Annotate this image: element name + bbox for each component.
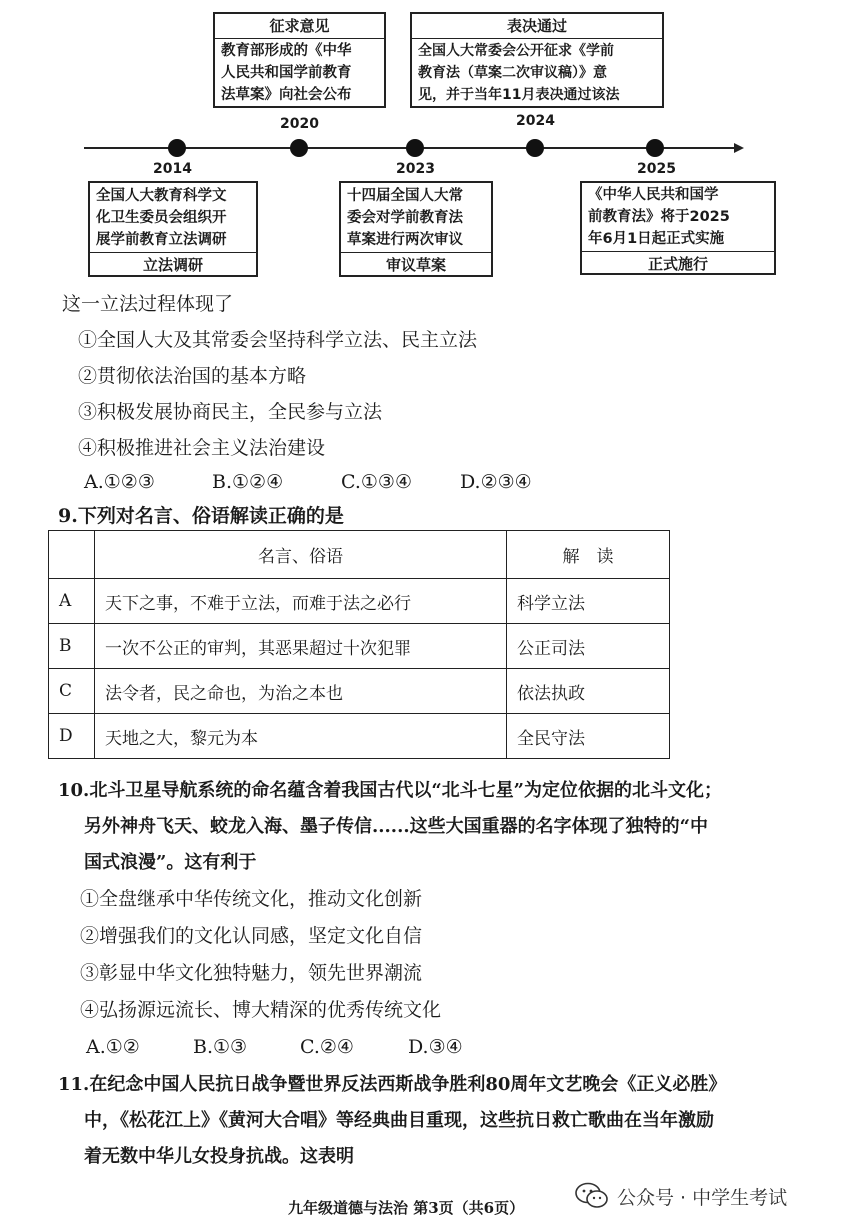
stage-description [90, 183, 256, 252]
text-line: 草案进行两次审议 [347, 232, 463, 248]
stage-box-formal-implementation [580, 181, 776, 275]
stage-title: 审议草案 [341, 252, 491, 277]
q10-choice-c[interactable]: C.②④ [300, 1036, 354, 1058]
quote-cell: 一次不公正的审判，其恶果超过十次犯罪 [95, 624, 507, 669]
stage-title: 征求意见 [215, 14, 384, 39]
stage-description [412, 39, 662, 107]
table-row [49, 579, 670, 624]
question-10-stem-line: 10.北斗卫星导航系统的命名蕴含着我国古代以“北斗七星”为定位依据的北斗文化； [58, 780, 723, 801]
table-header-cell [49, 531, 95, 579]
text-line: 《中华人民共和国学 [588, 187, 719, 203]
quote-cell: 天地之大，黎元为本 [95, 714, 507, 759]
q10-option: ②增强我们的文化认同感，坚定文化自信 [80, 925, 423, 947]
table-row [49, 669, 670, 714]
stage-title: 立法调研 [90, 252, 256, 277]
stage-box-vote-pass [410, 12, 664, 108]
row-label: C [49, 669, 95, 714]
text-line: 法草案》向社会公布 [221, 87, 352, 103]
table-header-row [49, 531, 670, 579]
stage-description [215, 39, 384, 107]
row-label: B [49, 624, 95, 669]
stage-box-solicit-opinions [213, 12, 386, 108]
q10-choice-b[interactable]: B.①③ [193, 1036, 248, 1058]
q10-option: ①全盘继承中华传统文化，推动文化创新 [80, 888, 423, 910]
q8-option: ③积极发展协商民主，全民参与立法 [78, 401, 383, 423]
text-line: 见，并于当年11月表决通过该法 [418, 87, 620, 103]
question-11-stem-line: 11.在纪念中国人民抗日战争暨世界反法西斯战争胜利80周年文艺晚会《正义必胜》 [58, 1074, 727, 1095]
stage-description [582, 183, 774, 251]
page-footer: 九年级道德与法治 第3页（共6页） [288, 1199, 525, 1217]
text-line: 化卫生委员会组织开 [96, 210, 227, 226]
stage-description [341, 183, 491, 252]
text-line: 人民共和国学前教育 [221, 65, 352, 81]
text-line: 展学前教育立法调研 [96, 232, 227, 248]
q8-choice-d[interactable]: D.②③④ [460, 471, 532, 493]
timeline-dot [290, 139, 308, 157]
q8-choice-a[interactable]: A.①②③ [84, 471, 155, 493]
q8-choice-c[interactable]: C.①③④ [341, 471, 412, 493]
stage-title: 表决通过 [412, 14, 662, 39]
question-10-stem-line: 另外神舟飞天、蛟龙入海、墨子传信......这些大国重器的名字体现了独特的“中 [84, 816, 708, 837]
question-11-stem-line: 着无数中华儿女投身抗战。这表明 [84, 1146, 354, 1167]
q10-choice-a[interactable]: A.①② [86, 1036, 140, 1058]
stage-title: 正式施行 [582, 251, 774, 276]
text-line: 年6月1日起正式实施 [588, 231, 725, 247]
q8-choice-b[interactable]: B.①②④ [212, 471, 284, 493]
stage-box-legislative-research [88, 181, 258, 277]
watermark-text: 公众号 · 中学生考试 [617, 1186, 788, 1209]
watermark [575, 1182, 787, 1210]
timeline-dot [646, 139, 664, 157]
question-8-stem: 这一立法过程体现了 [62, 293, 234, 315]
table-header-cell: 解 读 [507, 531, 670, 579]
interpretation-cell: 科学立法 [507, 579, 670, 624]
q10-option: ③彰显中华文化独特魅力，领先世界潮流 [80, 962, 423, 984]
text-line: 前教育法》将于2025 [588, 209, 730, 225]
wechat-icon [575, 1182, 609, 1210]
q8-option: ②贯彻依法治国的基本方略 [78, 365, 307, 387]
q10-option: ④弘扬源远流长、博大精深的优秀传统文化 [80, 999, 442, 1021]
text-line: 教育部形成的《中华 [221, 43, 352, 59]
row-label: D [49, 714, 95, 759]
text-line: 十四届全国人大常 [347, 188, 463, 204]
question-11-stem-line: 中，《松花江上》《黄河大合唱》等经典曲目重现，这些抗日救亡歌曲在当年激励 [84, 1110, 714, 1131]
q8-option: ④积极推进社会主义法治建设 [78, 437, 326, 459]
table-row [49, 624, 670, 669]
year-label: 2023 [396, 161, 435, 177]
interpretation-cell: 依法执政 [507, 669, 670, 714]
table-row [49, 714, 670, 759]
quote-cell: 法令者，民之命也，为治之本也 [95, 669, 507, 714]
timeline-dot [526, 139, 544, 157]
text-line: 全国人大教育科学文 [96, 188, 227, 204]
timeline-dot [406, 139, 424, 157]
interpretation-cell: 公正司法 [507, 624, 670, 669]
year-label: 2024 [516, 113, 555, 129]
question-10-stem-line: 国式浪漫”。这有利于 [84, 852, 257, 873]
row-label: A [49, 579, 95, 624]
table-header-cell: 名言、俗语 [95, 531, 507, 579]
year-label: 2020 [280, 116, 319, 132]
q8-option: ①全国人大及其常委会坚持科学立法、民主立法 [78, 329, 478, 351]
text-line: 教育法（草案二次审议稿）》意 [418, 65, 607, 81]
timeline-dot [168, 139, 186, 157]
q10-choice-d[interactable]: D.③④ [408, 1036, 463, 1058]
quote-table [48, 530, 670, 759]
question-9-stem: 9.下列对名言、俗语解读正确的是 [58, 505, 344, 527]
year-label: 2014 [153, 161, 192, 177]
interpretation-cell: 全民守法 [507, 714, 670, 759]
quote-cell: 天下之事，不难于立法，而难于法之必行 [95, 579, 507, 624]
stage-box-review-draft [339, 181, 493, 277]
text-line: 全国人大常委会公开征求《学前 [418, 43, 614, 59]
year-label: 2025 [637, 161, 676, 177]
text-line: 委会对学前教育法 [347, 210, 463, 226]
